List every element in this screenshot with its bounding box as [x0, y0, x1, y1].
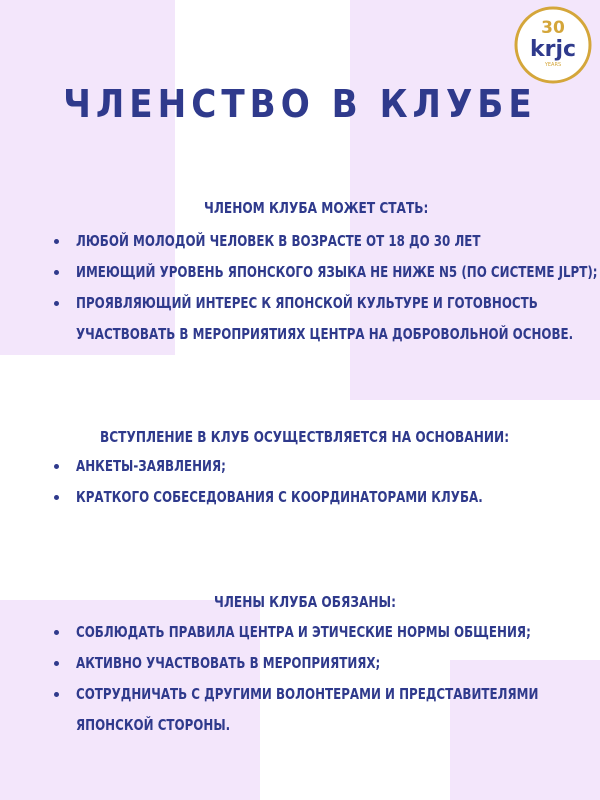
section1-heading: ЧЛЕНОМ КЛУБА МОЖЕТ СТАТЬ: — [204, 199, 429, 217]
list-item: ИМЕЮЩИЙ УРОВЕНЬ ЯПОНСКОГО ЯЗЫКА НЕ НИЖЕ N5 (ПО СИСТЕМЕ JLPT); — [50, 257, 600, 288]
section3-list — [50, 617, 600, 741]
list-item: АКТИВНО УЧАСТВОВАТЬ В МЕРОПРИЯТИЯХ; — [50, 648, 600, 679]
list-item: КРАТКОГО СОБЕСЕДОВАНИЯ С КООРДИНАТОРАМИ КЛУБА. — [50, 482, 538, 513]
logo-text: krjc — [529, 37, 577, 62]
section3-heading: ЧЛЕНЫ КЛУБА ОБЯЗАНЫ: — [214, 593, 397, 611]
section2-list — [50, 451, 538, 513]
krjc-logo — [514, 6, 592, 84]
list-item: ПРОЯВЛЯЮЩИЙ ИНТЕРЕС К ЯПОНСКОЙ КУЛЬТУРЕ И ГОТОВНОСТЬ УЧАСТВОВАТЬ В МЕРОПРИЯТИЯХ ЦЕНТРА НА ДОБРОВОЛЬНОЙ ОСНОВЕ. — [50, 288, 600, 350]
logo-number: 30 — [541, 18, 565, 38]
list-item: АНКЕТЫ-ЗАЯВЛЕНИЯ; — [50, 451, 538, 482]
logo-sub: YEARS — [544, 62, 562, 68]
list-item: ЛЮБОЙ МОЛОДОЙ ЧЕЛОВЕК В ВОЗРАСТЕ ОТ 18 ДО 30 ЛЕТ — [50, 226, 600, 257]
section2-heading: ВСТУПЛЕНИЕ В КЛУБ ОСУЩЕСТВЛЯЕТСЯ НА ОСНОВАНИИ: — [100, 428, 510, 446]
section1-list — [50, 226, 600, 350]
list-item: СОБЛЮДАТЬ ПРАВИЛА ЦЕНТРА И ЭТИЧЕСКИЕ НОРМЫ ОБЩЕНИЯ; — [50, 617, 600, 648]
list-item: СОТРУДНИЧАТЬ С ДРУГИМИ ВОЛОНТЕРАМИ И ПРЕДСТАВИТЕЛЯМИ ЯПОНСКОЙ СТОРОНЫ. — [50, 679, 600, 741]
page-title: ЧЛЕНСТВО В КЛУБЕ — [63, 82, 537, 126]
